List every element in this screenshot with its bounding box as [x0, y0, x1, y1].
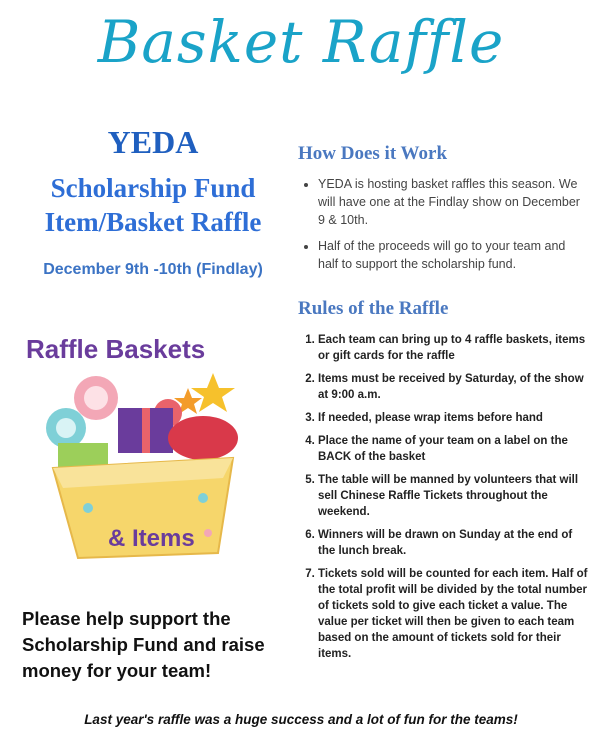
org-name: YEDA	[107, 124, 199, 160]
list-item: • YEDA is hosting basket raffles this season. We will have one at the Findlay show on December 9 & 10th.	[318, 175, 588, 229]
list-item: 2. Items must be received by Saturday, of the show at 9:00 a.m.	[318, 371, 588, 403]
list-item: 7. Tickets sold will be counted for each item. Half of the total profit will be divided by the total number of tickets sold to give each ticket a value. The value per ticket will then be given to each team based on the amount of tickets sold for their items.	[318, 566, 588, 662]
gift-box-icon	[168, 416, 238, 460]
list-item: 1. Each team can bring up to 4 raffle baskets, items or gift cards for the raffle	[318, 332, 588, 364]
left-column	[18, 118, 288, 279]
logo-line2: & Items	[108, 525, 195, 552]
list-item: 3. If needed, please wrap items before hand	[318, 410, 588, 426]
star-icon	[191, 373, 235, 412]
raffle-baskets-logo	[18, 328, 268, 568]
event-dates: December 9th -10th (Findlay)	[43, 261, 263, 278]
how-heading: How Does it Work	[298, 143, 448, 164]
rules-heading: Rules of the Raffle	[298, 298, 449, 319]
list-item: 5. The table will be manned by volunteers that will sell Chinese Raffle Tickets throughout the weekend.	[318, 472, 588, 520]
logo-line1: Raffle Baskets	[26, 334, 206, 364]
list-item: • Half of the proceeds will go to your team and half to support the scholarship fund.	[318, 237, 588, 273]
fund-title-line2: Item/Basket Raffle	[44, 207, 262, 237]
how-list	[298, 175, 588, 273]
list-item: 4. Place the name of your team on a label on the BACK of the basket	[318, 433, 588, 465]
rules-list	[298, 332, 588, 662]
page-title: Basket Raffle	[97, 8, 505, 76]
list-item: 6. Winners will be drawn on Sunday at the end of the lunch break.	[318, 527, 588, 559]
support-message: Please help support the Scholarship Fund and raise money for your team!	[22, 608, 265, 681]
footer-note: Last year's raffle was a huge success and a lot of fun for the teams!	[84, 712, 518, 727]
fund-title-line1: Scholarship Fund	[50, 173, 256, 203]
right-column	[298, 143, 588, 669]
